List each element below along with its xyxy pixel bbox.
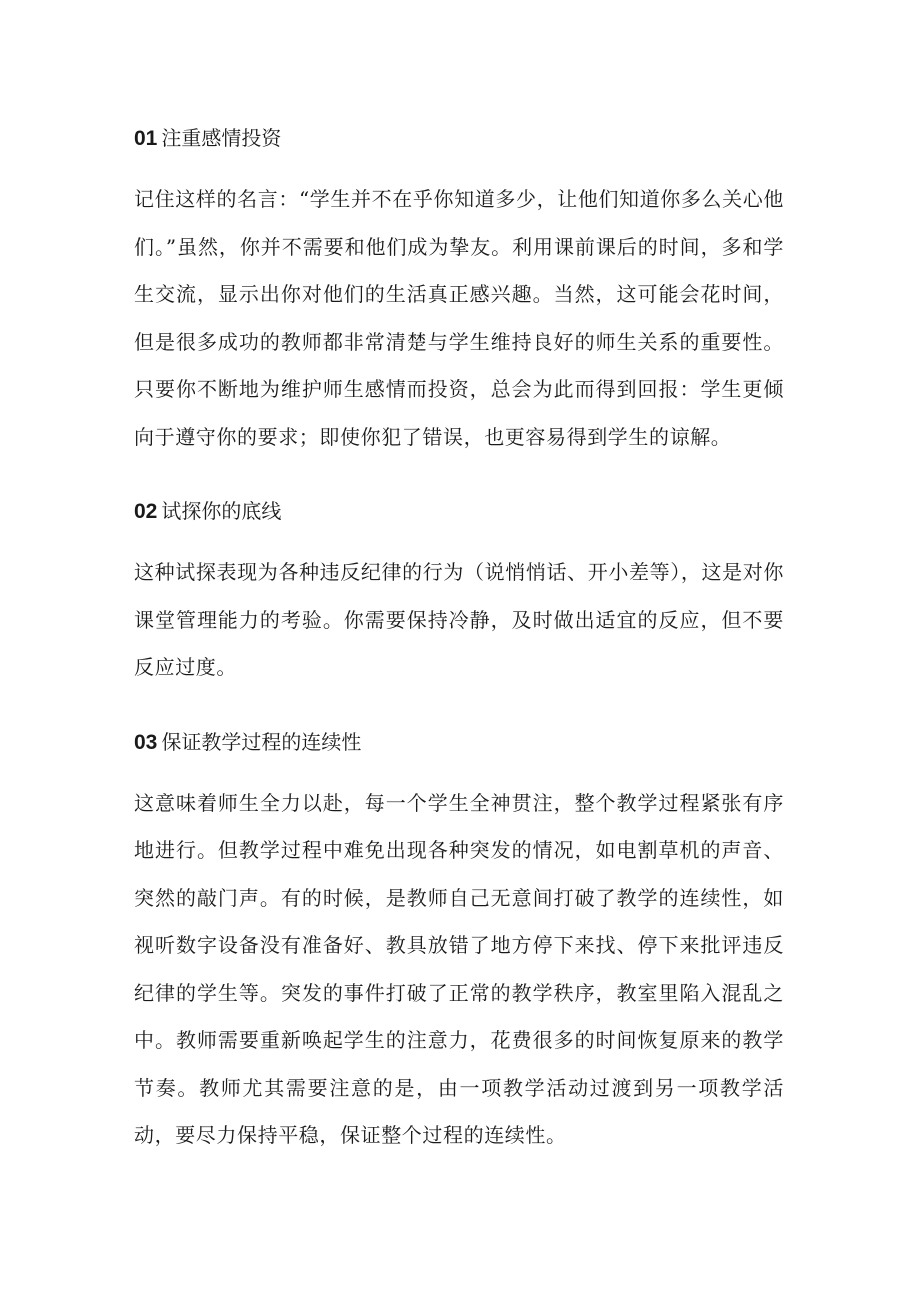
section-01 — [134, 118, 784, 461]
section-title: 试探你的底线 — [161, 499, 282, 523]
section-number: 03 — [134, 730, 158, 754]
section-paragraph: 记住这样的名言：“学生并不在乎你知道多少，让他们知道你多么关心他们。”虽然，你并不需要和他们成为挚友。利用课前课后的时间，多和学生交流，显示出你对他们的生活真正感兴趣。当然，这可能会花时间，但是很多成功的教师都非常清楚与学生维持良好的师生关系的重要性。只要你不断地为维护师生感情而投资，总会为此而得到回报：学生更倾向于遵守你的要求；即使你犯了错误，也更容易得到学生的谅解。 — [134, 187, 784, 449]
section-heading — [134, 118, 784, 158]
section-03 — [134, 722, 784, 1160]
section-heading — [134, 722, 784, 762]
section-number: 01 — [134, 127, 158, 150]
section-02 — [134, 491, 784, 692]
section-number: 02 — [134, 500, 158, 523]
section-title: 保证教学过程的连续性 — [161, 729, 362, 754]
section-heading — [134, 491, 784, 531]
section-paragraph: 这种试探表现为各种违反纪律的行为（说悄悄话、开小差等），这是对你课堂管理能力的考验。你需要保持冷静，及时做出适宜的反应，但不要反应过度。 — [134, 560, 784, 679]
document-page — [134, 118, 784, 1188]
section-paragraph: 这意味着师生全力以赴，每一个学生全神贯注，整个教学过程紧张有序地进行。但教学过程中难免出现各种突发的情况，如电割草机的声音、突然的敲门声。有的时候，是教师自己无意间打破了教学的连续性，如视听数字设备没有准备好、教具放错了地方停下来找、停下来批评违反纪律的学生等。突发的事件打破了正常的教学秩序，教室里陷入混乱之中。教师需要重新唤起学生的注意力，花费很多的时间恢复原来的教学节奏。教师尤其需要注意的是，由一项教学活动过渡到另一项教学活动，要尽力保持平稳，保证整个过程的连续性。 — [134, 790, 784, 1147]
section-title: 注重感情投资 — [161, 126, 282, 150]
